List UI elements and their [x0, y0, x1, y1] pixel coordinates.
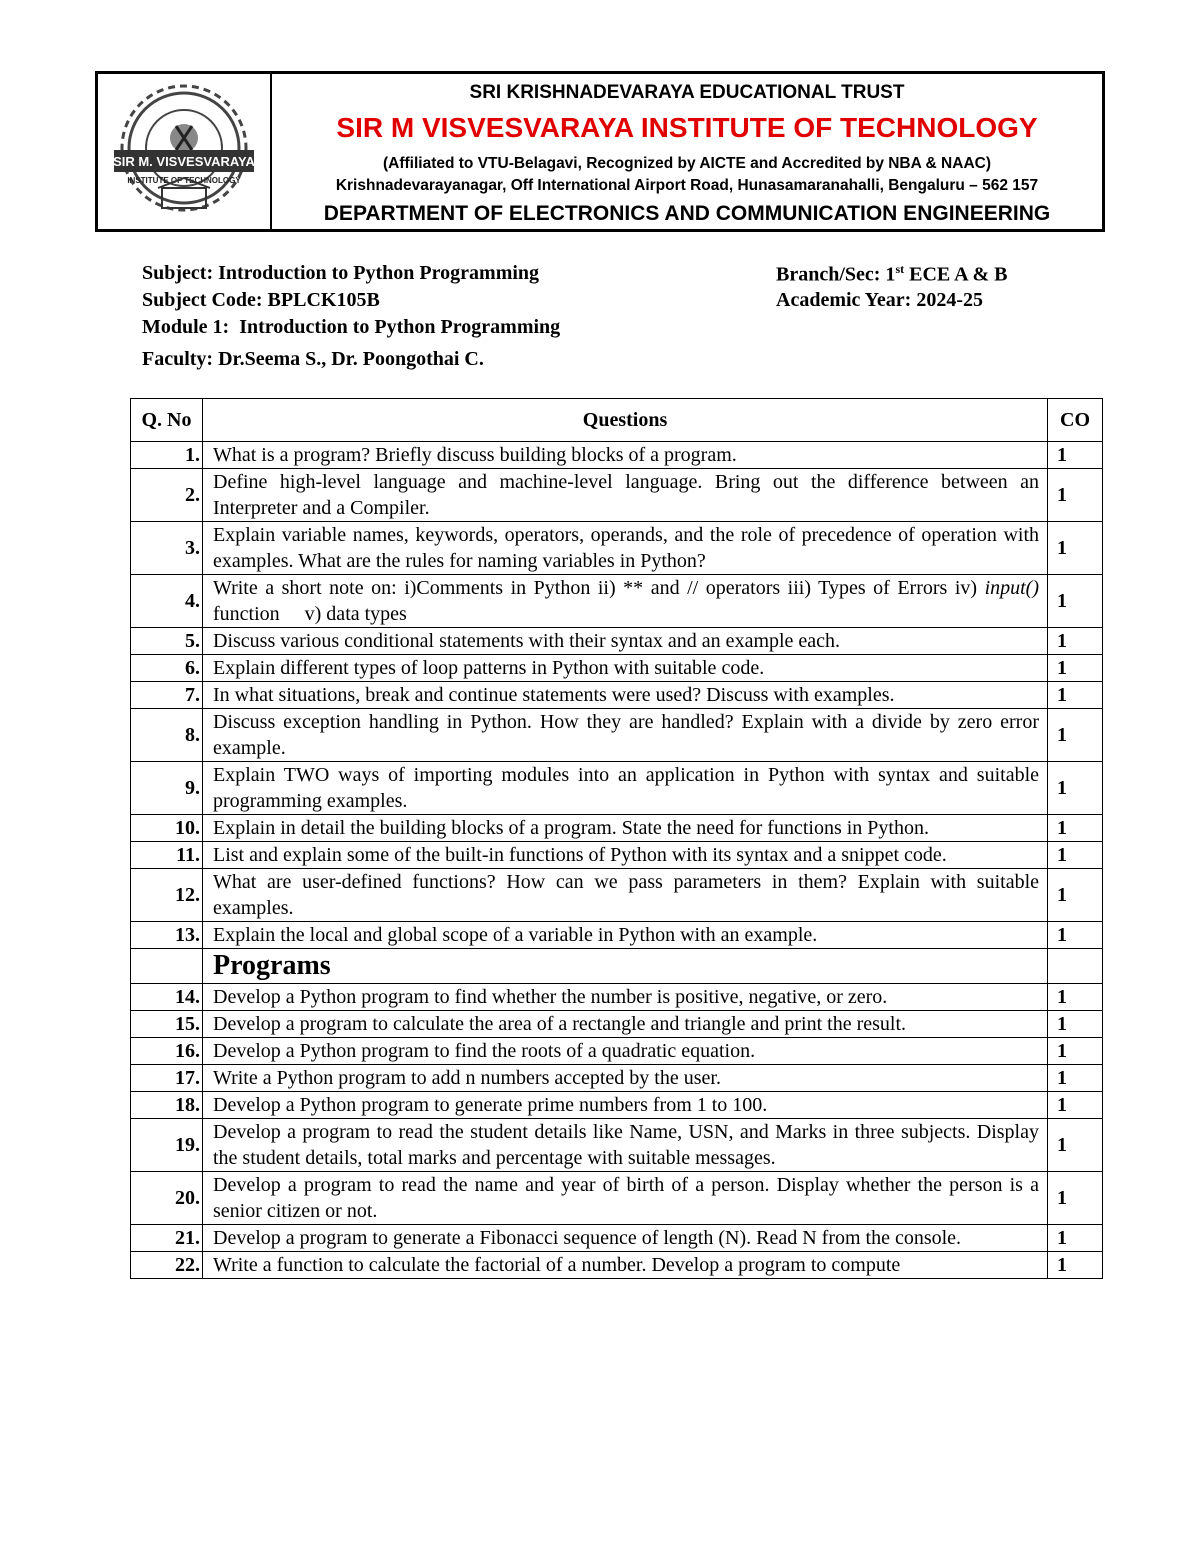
question-text: Develop a Python program to find whether the number is positive, negative, or zero. — [203, 984, 1048, 1011]
branch-sup: st — [895, 262, 905, 276]
co-value: 1 — [1048, 655, 1103, 682]
question-text: Write a function to calculate the factorial of a number. Develop a program to compute — [203, 1252, 1048, 1279]
co-value: 1 — [1048, 442, 1103, 469]
question-table — [130, 398, 1103, 1279]
table-row — [131, 628, 1103, 655]
table-row — [131, 1225, 1103, 1252]
question-number: 10. — [131, 815, 203, 842]
question-text: Develop a program to calculate the area of a rectangle and triangle and print the result. — [203, 1011, 1048, 1038]
question-text: Define high-level language and machine-level language. Bring out the difference between an Interpreter and a Compiler. — [203, 469, 1048, 522]
question-number: 9. — [131, 762, 203, 815]
co-value: 1 — [1048, 1092, 1103, 1119]
table-header-row — [131, 399, 1103, 442]
co-value: 1 — [1048, 522, 1103, 575]
logo-box — [98, 74, 272, 229]
co-value: 1 — [1048, 1011, 1103, 1038]
table-row — [131, 1065, 1103, 1092]
table-row — [131, 1172, 1103, 1225]
question-text: Develop a program to read the student details like Name, USN, and Marks in three subjects. Display the student details, total marks and percentage with suitable messages. — [203, 1119, 1048, 1172]
co-value: 1 — [1048, 842, 1103, 869]
question-number: 5. — [131, 628, 203, 655]
question-text: Discuss various conditional statements with their syntax and an example each. — [203, 628, 1048, 655]
table-row — [131, 682, 1103, 709]
question-text: Explain different types of loop patterns in Python with suitable code. — [203, 655, 1048, 682]
table-row — [131, 1038, 1103, 1065]
co-value: 1 — [1048, 1252, 1103, 1279]
co-value: 1 — [1048, 984, 1103, 1011]
branch-section — [776, 262, 1007, 287]
table-row — [131, 922, 1103, 949]
subject: Subject: Introduction to Python Programming — [142, 262, 540, 284]
table-row — [131, 815, 1103, 842]
question-number: 22. — [131, 1252, 203, 1279]
question-number: 1. — [131, 442, 203, 469]
question-text: Explain TWO ways of importing modules into an application in Python with syntax and suitable programming examples. — [203, 762, 1048, 815]
table-row — [131, 984, 1103, 1011]
question-number: 17. — [131, 1065, 203, 1092]
co-value: 1 — [1048, 922, 1103, 949]
question-number: 12. — [131, 869, 203, 922]
question-text — [203, 575, 1048, 628]
co-value: 1 — [1048, 815, 1103, 842]
question-text: Explain variable names, keywords, operators, operands, and the role of precedence of operation with examples. What are the rules for naming variables in Python? — [203, 522, 1048, 575]
question-number: 18. — [131, 1092, 203, 1119]
table-row — [131, 655, 1103, 682]
empty-cell — [1048, 949, 1103, 984]
table-row — [131, 1119, 1103, 1172]
question-text: Develop a program to read the name and year of birth of a person. Display whether the person is a senior citizen or not. — [203, 1172, 1048, 1225]
question-number: 14. — [131, 984, 203, 1011]
co-value: 1 — [1048, 709, 1103, 762]
table-row — [131, 469, 1103, 522]
question-text: Discuss exception handling in Python. How they are handled? Explain with a divide by zero error example. — [203, 709, 1048, 762]
question-text: What is a program? Briefly discuss building blocks of a program. — [203, 442, 1048, 469]
co-value: 1 — [1048, 762, 1103, 815]
logo-text-top: SIR M. VISVESVARAYA — [113, 154, 255, 169]
header-co: CO — [1048, 399, 1103, 442]
question-number: 13. — [131, 922, 203, 949]
question-text: Explain the local and global scope of a variable in Python with an example. — [203, 922, 1048, 949]
question-number: 7. — [131, 682, 203, 709]
table-row — [131, 709, 1103, 762]
empty-cell — [131, 949, 203, 984]
co-value: 1 — [1048, 1038, 1103, 1065]
co-value: 1 — [1048, 628, 1103, 655]
table-row — [131, 1011, 1103, 1038]
co-value: 1 — [1048, 469, 1103, 522]
question-text: Develop a Python program to find the roots of a quadratic equation. — [203, 1038, 1048, 1065]
subject-code: Subject Code: BPLCK105B — [142, 289, 380, 311]
table-row — [131, 575, 1103, 628]
co-value: 1 — [1048, 1119, 1103, 1172]
question-number: 11. — [131, 842, 203, 869]
programs-heading-row — [131, 949, 1103, 984]
question-text: Develop a program to generate a Fibonacci sequence of length (N). Read N from the console. — [203, 1225, 1048, 1252]
co-value: 1 — [1048, 575, 1103, 628]
header-qno: Q. No — [131, 399, 203, 442]
question-number: 16. — [131, 1038, 203, 1065]
question-number: 4. — [131, 575, 203, 628]
question-number: 2. — [131, 469, 203, 522]
branch-prefix: Branch/Sec: 1 — [776, 263, 896, 286]
question-text: What are user-defined functions? How can we pass parameters in them? Explain with suitable examples. — [203, 869, 1048, 922]
letterhead — [95, 71, 1105, 232]
trust-name: SRI KRISHNADEVARAYA EDUCATIONAL TRUST — [469, 82, 905, 103]
question-text-a: Write a short note on: i)Comments in Python ii) ** and // operators iii) Types of Errors iv) — [213, 577, 985, 599]
table-row — [131, 1252, 1103, 1279]
co-value: 1 — [1048, 1225, 1103, 1252]
question-text: Develop a Python program to generate prime numbers from 1 to 100. — [203, 1092, 1048, 1119]
institute-logo-icon — [104, 78, 264, 226]
question-text: In what situations, break and continue statements were used? Discuss with examples. — [203, 682, 1048, 709]
programs-heading: Programs — [203, 949, 1048, 984]
table-row — [131, 522, 1103, 575]
question-number: 15. — [131, 1011, 203, 1038]
institute-name: SIR M VISVESVARAYA INSTITUTE OF TECHNOLOGY — [336, 112, 1038, 143]
question-text-b: function v) data types — [213, 577, 1044, 625]
academic-year: Academic Year: 2024-25 — [776, 289, 983, 311]
logo-text-bottom: INSTITUTE OF TECHNOLOGY — [127, 176, 241, 185]
table-row — [131, 762, 1103, 815]
header-questions: Questions — [203, 399, 1048, 442]
table-row — [131, 442, 1103, 469]
affiliation: (Affiliated to VTU-Belagavi, Recognized by AICTE and Accredited by NBA & NAAC) — [382, 155, 991, 172]
question-text: List and explain some of the built-in functions of Python with its syntax and a snippet code. — [203, 842, 1048, 869]
question-number: 19. — [131, 1119, 203, 1172]
question-text: Explain in detail the building blocks of a program. State the need for functions in Python. — [203, 815, 1048, 842]
question-text: Write a Python program to add n numbers accepted by the user. — [203, 1065, 1048, 1092]
co-value: 1 — [1048, 869, 1103, 922]
co-value: 1 — [1048, 1172, 1103, 1225]
module: Module 1: Introduction to Python Programming — [142, 316, 561, 338]
question-number: 20. — [131, 1172, 203, 1225]
co-value: 1 — [1048, 1065, 1103, 1092]
address: Krishnadevarayanagar, Off International Airport Road, Hunasamaranahalli, Bengaluru – 562 157 — [335, 177, 1039, 194]
faculty: Faculty: Dr.Seema S., Dr. Poongothai C. — [142, 348, 484, 370]
co-value: 1 — [1048, 682, 1103, 709]
table-row — [131, 1092, 1103, 1119]
department-name: DEPARTMENT OF ELECTRONICS AND COMMUNICATION ENGINEERING — [323, 202, 1051, 225]
table-row — [131, 842, 1103, 869]
question-number: 6. — [131, 655, 203, 682]
question-number: 8. — [131, 709, 203, 762]
question-text-italic: input() — [984, 577, 1039, 599]
question-number: 3. — [131, 522, 203, 575]
question-number: 21. — [131, 1225, 203, 1252]
branch-suffix: ECE A & B — [904, 263, 1008, 286]
table-row — [131, 869, 1103, 922]
